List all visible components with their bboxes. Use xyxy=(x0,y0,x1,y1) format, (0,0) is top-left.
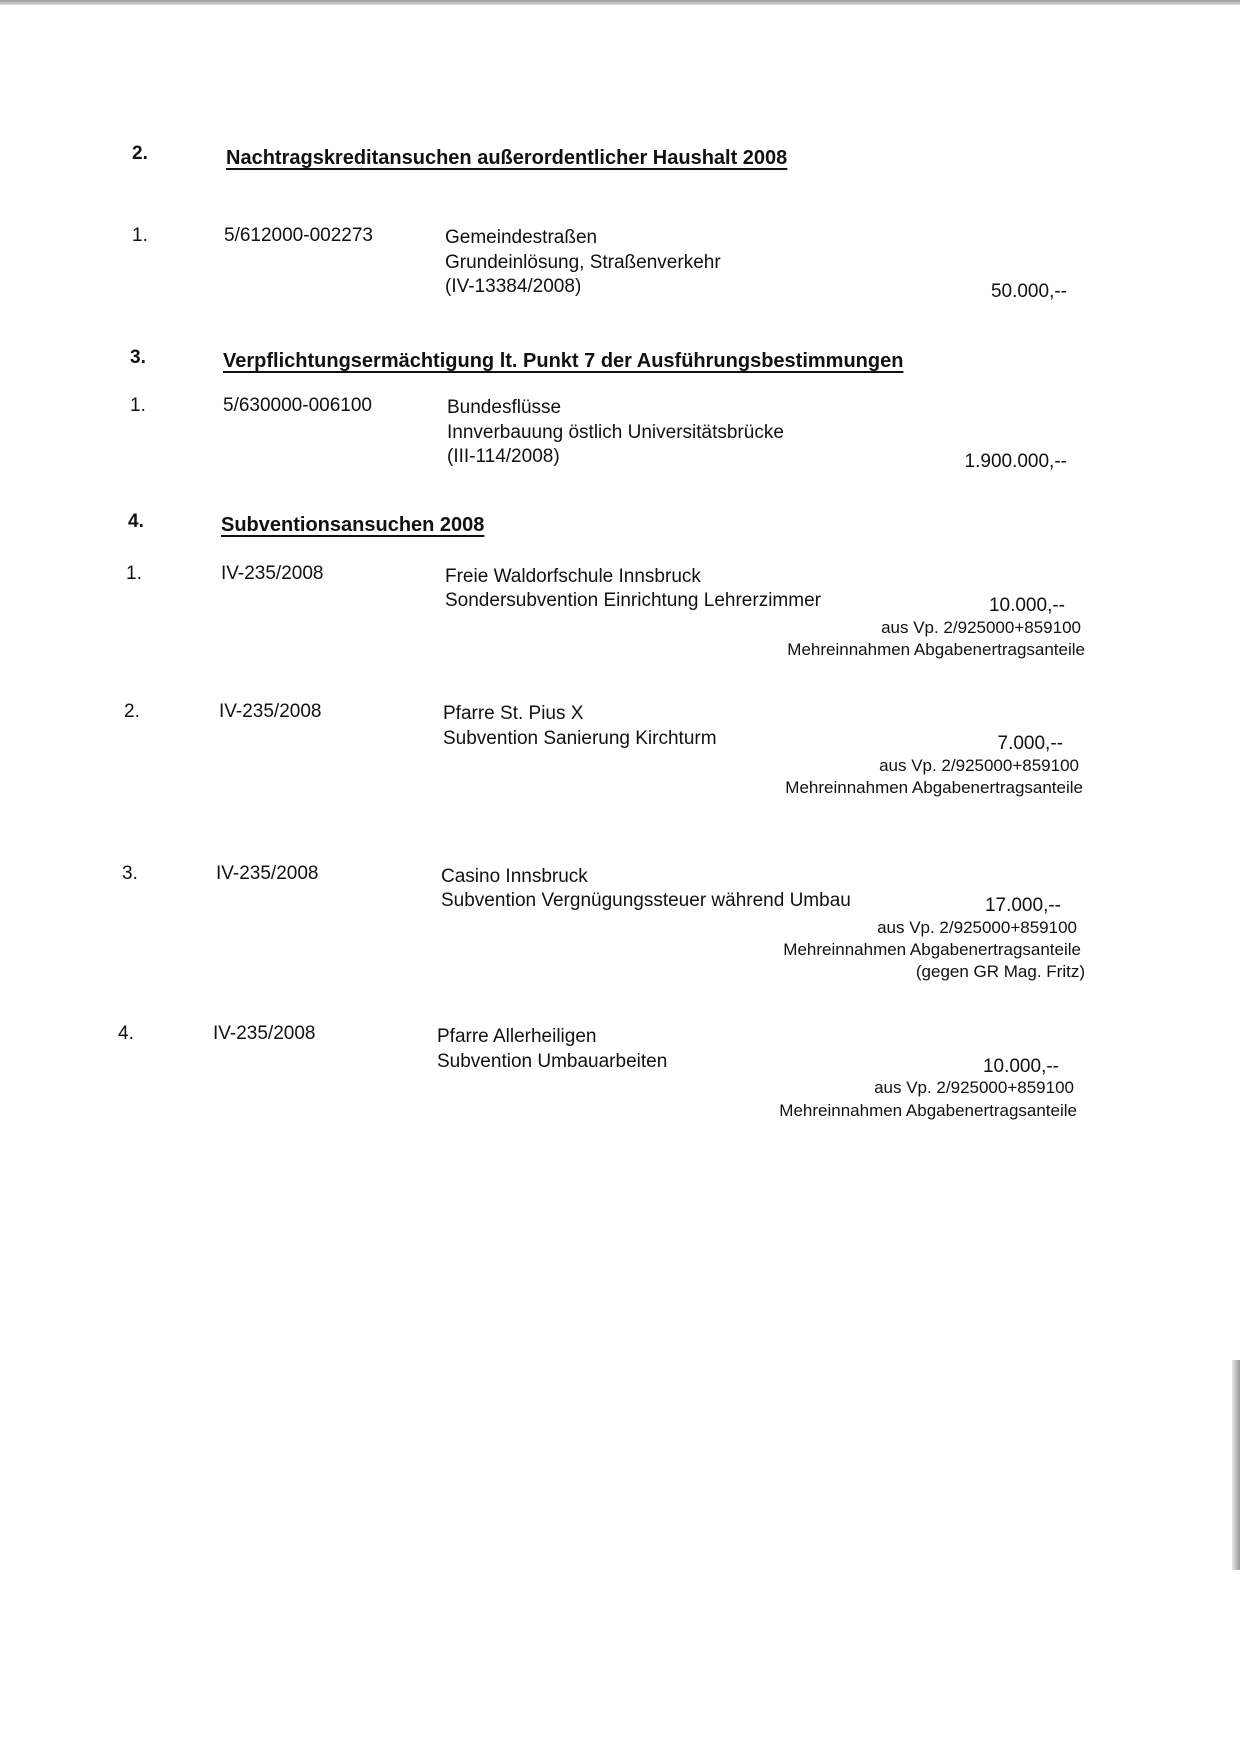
section-4-item-2-index: 2. xyxy=(124,701,140,722)
section-4-item-4-source: aus Vp. 2/925000+859100 xyxy=(874,1078,1074,1097)
section-3-item-1-amount: 1.900.000,-- xyxy=(964,451,1067,472)
section-3-item-1-code: 5/630000-006100 xyxy=(223,395,372,416)
section-3-number: 3. xyxy=(130,347,146,368)
section-4-item-4-code: IV-235/2008 xyxy=(213,1023,316,1044)
section-3-item-1-line-2: Innverbauung östlich Universitätsbrücke xyxy=(447,422,784,443)
scan-edge-right xyxy=(1232,1360,1240,1570)
section-4-item-3-code: IV-235/2008 xyxy=(216,863,319,884)
section-4-item-1-source: aus Vp. 2/925000+859100 xyxy=(881,618,1081,637)
section-2-item-1-line-2: Grundeinlösung, Straßenverkehr xyxy=(445,252,721,273)
section-4-item-1-line-1: Freie Waldorfschule Innsbruck xyxy=(445,566,701,587)
section-4-item-1-index: 1. xyxy=(126,563,142,584)
section-4-item-1-code: IV-235/2008 xyxy=(221,563,324,584)
section-2-item-1-code: 5/612000-002273 xyxy=(224,225,373,246)
section-4-item-4-source-note: Mehreinnahmen Abgabenertragsanteile xyxy=(779,1101,1077,1120)
section-4-item-3-source-note: Mehreinnahmen Abgabenertragsanteile xyxy=(783,940,1081,959)
section-4-item-2-amount: 7.000,-- xyxy=(997,733,1063,754)
section-4-item-3-amount: 17.000,-- xyxy=(984,895,1061,916)
section-4-number: 4. xyxy=(128,511,144,532)
section-3-item-1-line-1: Bundesflüsse xyxy=(447,397,562,418)
section-4-item-4-amount: 10.000,-- xyxy=(982,1056,1059,1077)
section-2-number: 2. xyxy=(132,143,148,164)
section-2-item-1-amount: 50.000,-- xyxy=(990,281,1067,302)
section-2-item-1-line-1: Gemeindestraßen xyxy=(445,227,598,248)
section-4-item-2-line-1: Pfarre St. Pius X xyxy=(443,703,584,724)
section-4-item-2-source: aus Vp. 2/925000+859100 xyxy=(879,756,1079,775)
section-4-item-1-line-2: Sondersubvention Einrichtung Lehrerzimmer xyxy=(445,590,821,611)
section-2-title: Nachtragskreditansuchen außerordentlicher Haushalt 2008 xyxy=(226,147,788,169)
section-4-item-3-source: aus Vp. 2/925000+859100 xyxy=(877,918,1077,937)
section-4-item-1-amount: 10.000,-- xyxy=(988,595,1065,616)
section-4-item-2-source-note: Mehreinnahmen Abgabenertragsanteile xyxy=(785,778,1083,797)
section-4-item-4-line-2: Subvention Umbauarbeiten xyxy=(437,1051,668,1072)
section-4-item-3-line-2: Subvention Vergnügungssteuer während Umbau xyxy=(441,890,851,911)
section-4-item-3-index: 3. xyxy=(122,863,138,884)
section-4-item-1-source-note: Mehreinnahmen Abgabenertragsanteile xyxy=(787,640,1085,659)
section-4-item-2-code: IV-235/2008 xyxy=(219,701,322,722)
section-4-item-4-index: 4. xyxy=(118,1023,134,1044)
section-2-item-1-index: 1. xyxy=(132,225,148,246)
section-2-item-1-line-3: (IV-13384/2008) xyxy=(445,276,582,297)
section-4-title: Subventionsansuchen 2008 xyxy=(221,514,485,536)
section-4-item-3-line-1: Casino Innsbruck xyxy=(441,866,588,887)
section-4-item-2-line-2: Subvention Sanierung Kirchturm xyxy=(443,728,717,749)
section-4-item-3-vote-note: (gegen GR Mag. Fritz) xyxy=(915,962,1085,981)
scan-edge-top xyxy=(0,0,1240,5)
section-3-item-1-line-3: (III-114/2008) xyxy=(447,446,560,467)
section-3-item-1-index: 1. xyxy=(130,395,146,416)
section-4-item-4-line-1: Pfarre Allerheiligen xyxy=(437,1026,597,1047)
section-3-title: Verpflichtungsermächtigung lt. Punkt 7 der Ausführungsbestimmungen xyxy=(223,350,904,372)
